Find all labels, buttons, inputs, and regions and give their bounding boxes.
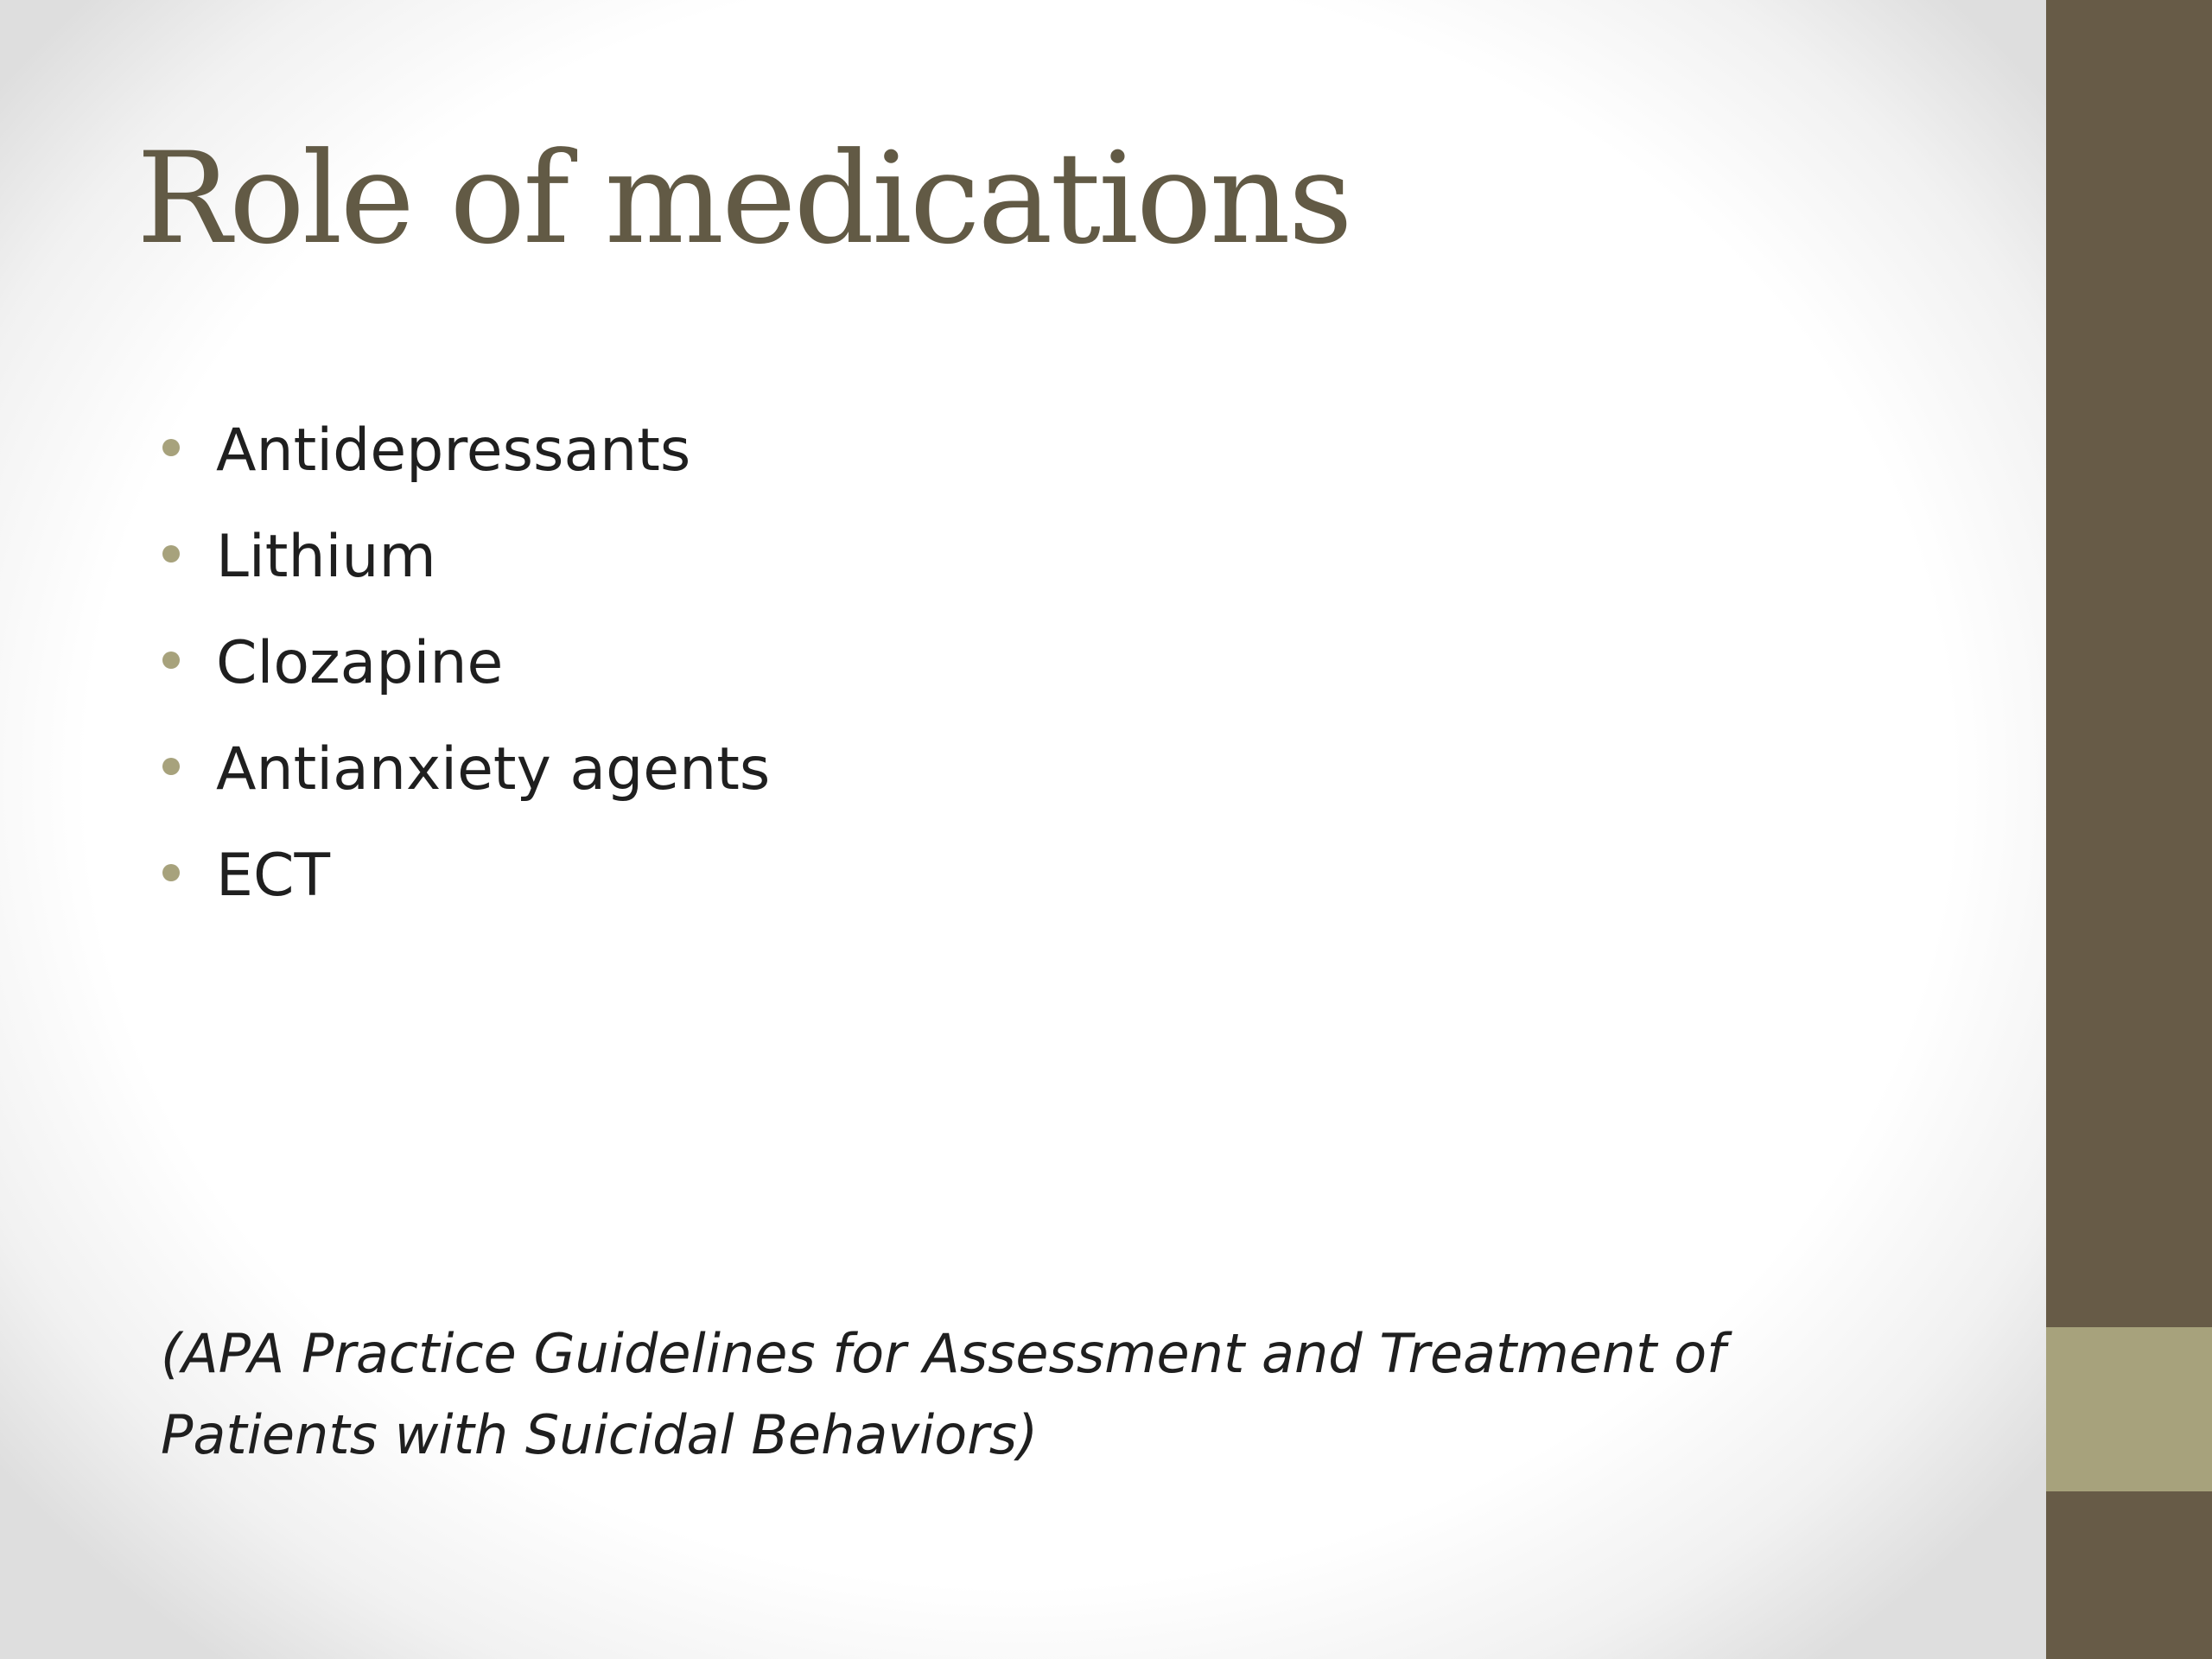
- bullet-dot-icon: [162, 545, 180, 563]
- sidebar-accent-block: [2046, 1327, 2212, 1491]
- bullet-item: [159, 397, 770, 504]
- bullet-item: [159, 504, 770, 610]
- bullet-text: Clozapine: [216, 629, 504, 697]
- bullet-dot-icon: [162, 864, 180, 881]
- bullet-dot-icon: [162, 758, 180, 775]
- bullet-item: [159, 610, 770, 716]
- bullet-list: [159, 397, 770, 929]
- citation: [161, 1313, 1975, 1476]
- bullet-dot-icon: [162, 652, 180, 669]
- bullet-text: Antianxiety agents: [216, 735, 771, 804]
- bullet-text: ECT: [216, 842, 330, 910]
- bullet-item: [159, 823, 770, 929]
- bullet-item: [159, 716, 770, 823]
- citation-line-1: (APA Practice Guidelines for Assessment and Treatment of: [161, 1322, 1726, 1385]
- citation-line-2: Patients with Suicidal Behaviors): [161, 1403, 1039, 1466]
- bullet-text: Lithium: [216, 523, 436, 591]
- slide-title: Role of medications: [137, 125, 1351, 272]
- bullet-text: Antidepressants: [216, 416, 691, 485]
- bullet-dot-icon: [162, 439, 180, 456]
